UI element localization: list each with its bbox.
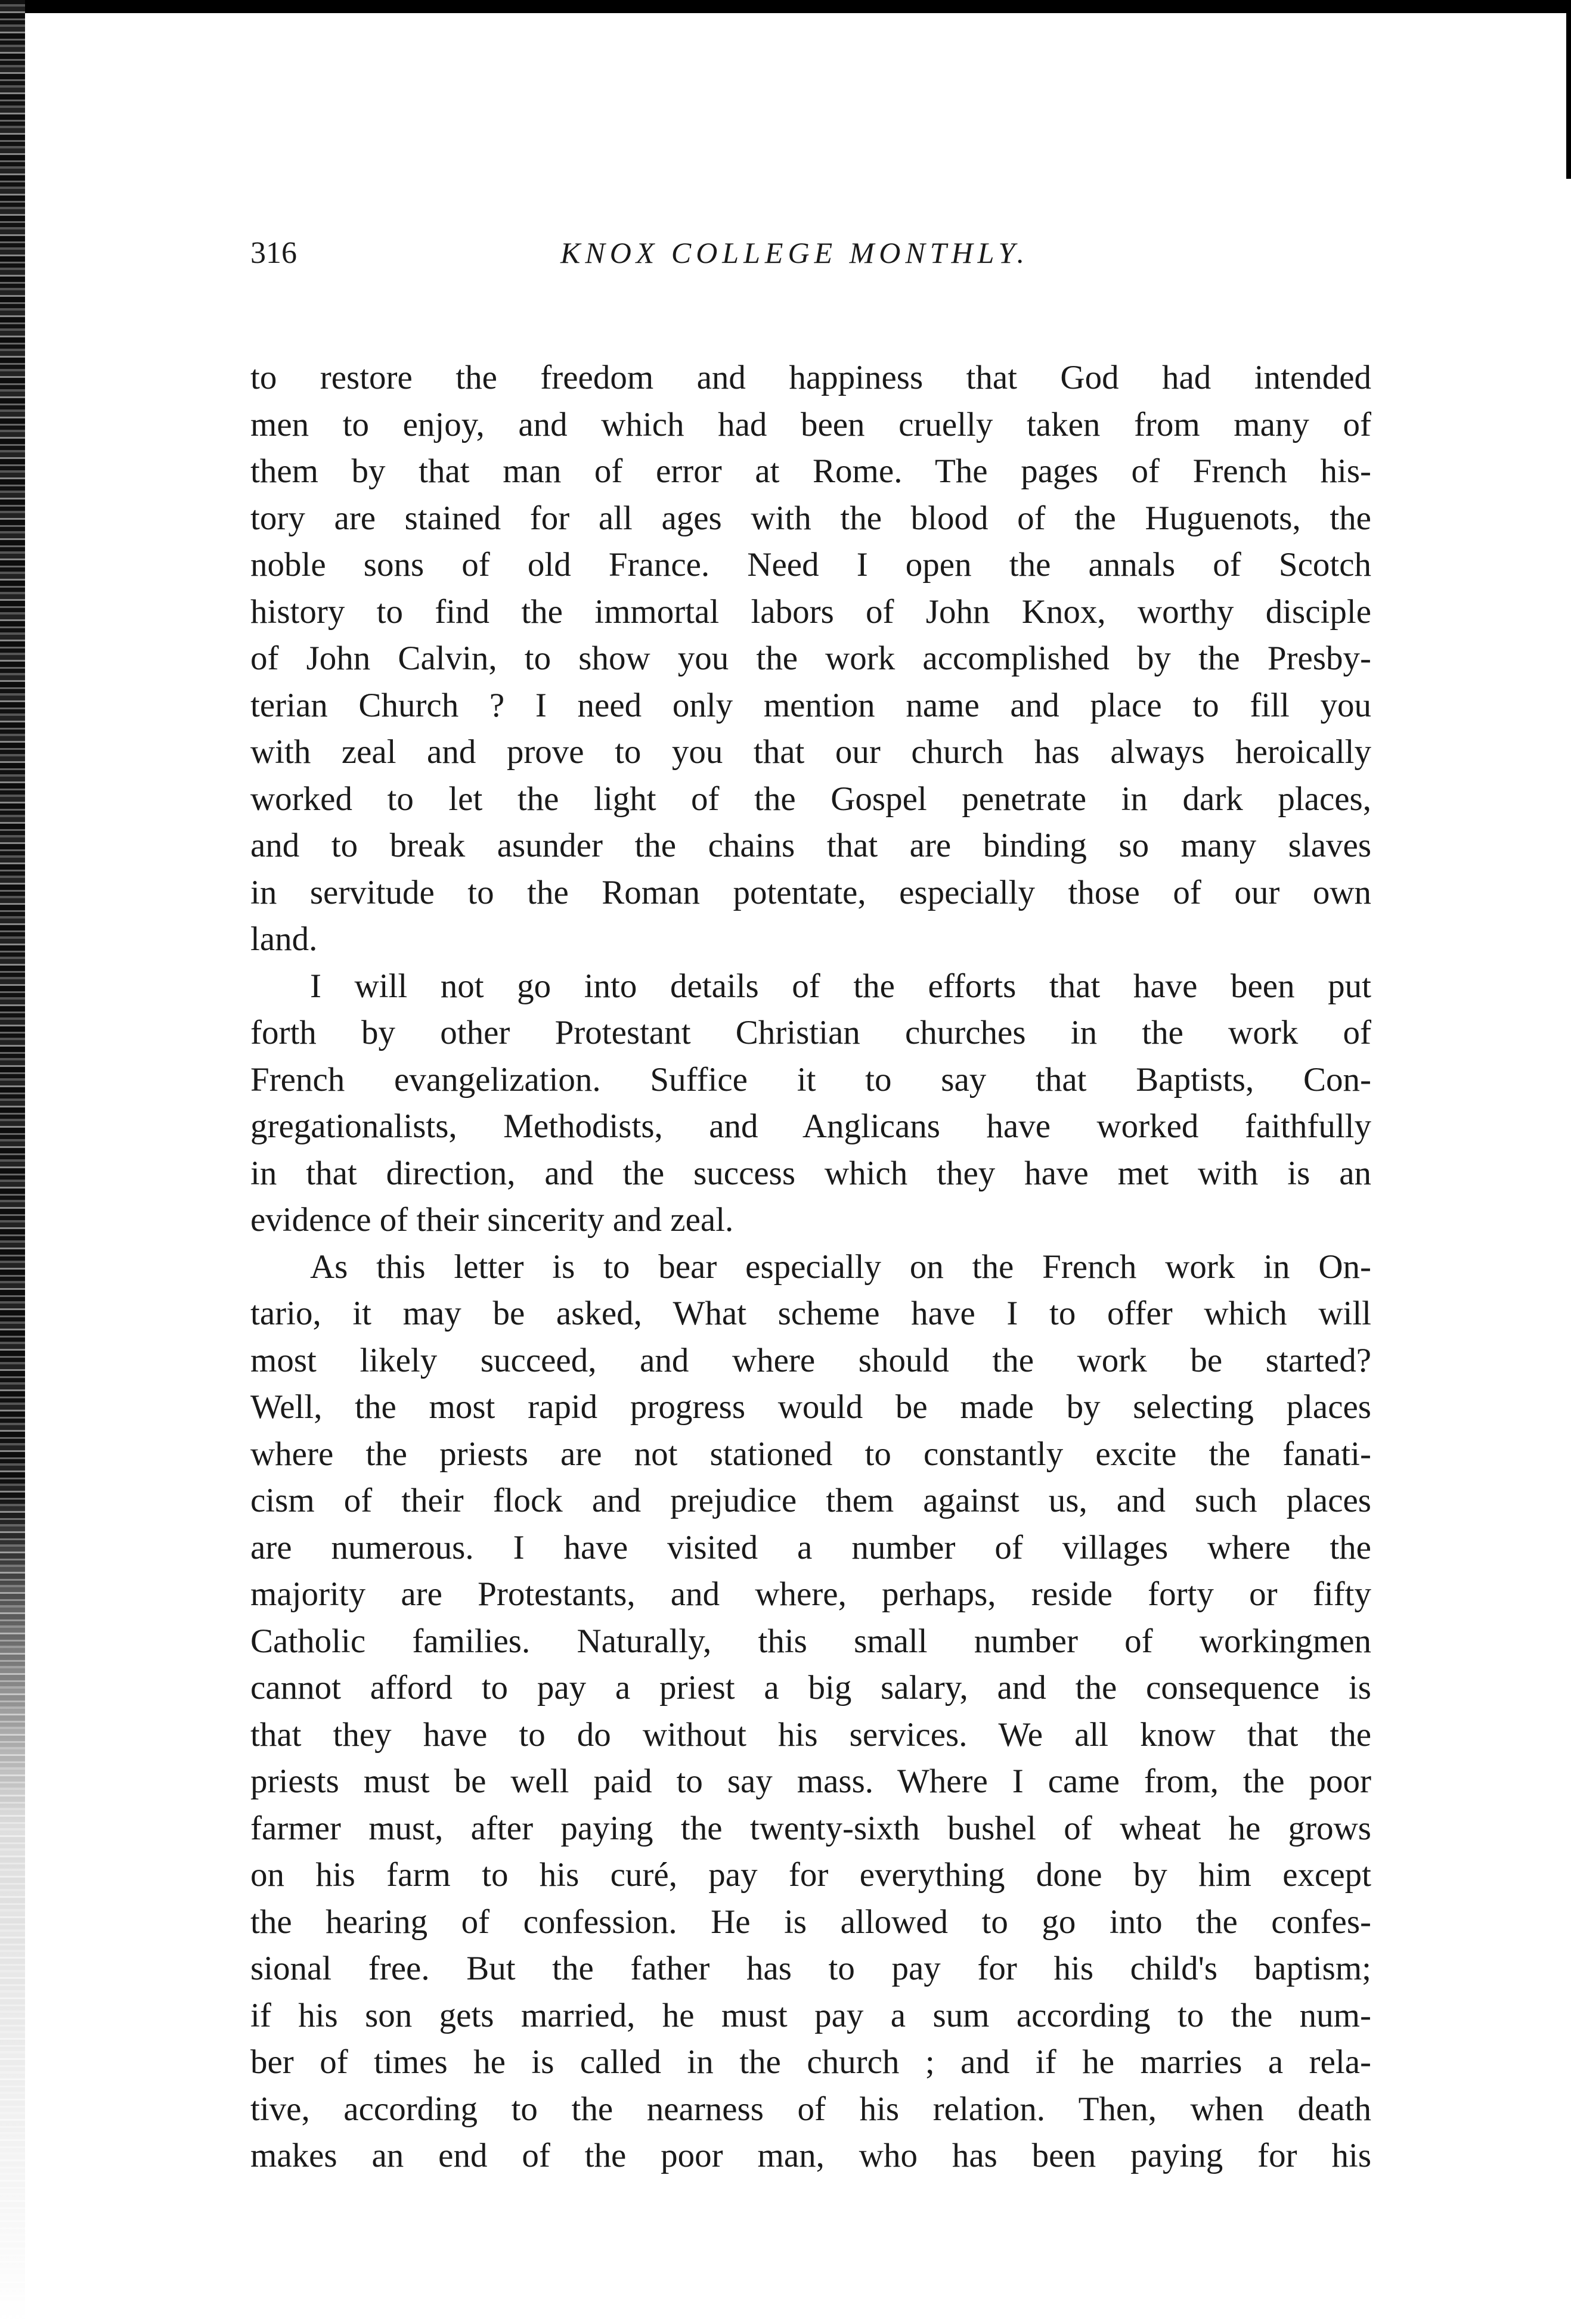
running-title: KNOX COLLEGE MONTHLY.	[560, 236, 1030, 269]
body-text	[250, 355, 1371, 2180]
text-line: most likely succeed, and where should the work be started?	[250, 1341, 1371, 1379]
page-number: 316	[250, 236, 297, 270]
text-line: men to enjoy, and which had been cruelly taken from many of	[250, 405, 1371, 443]
text-line: Catholic families. Naturally, this small number of workingmen	[250, 1622, 1371, 1660]
text-line: the hearing of confession. He is allowed to go into the confes-	[250, 1903, 1371, 1941]
text-line: history to find the immortal labors of John Knox, worthy disciple	[250, 592, 1371, 631]
text-line: As this letter is to bear especially on the French work in On-	[310, 1248, 1371, 1286]
text-line: sional free. But the father has to pay for his child's baptism;	[250, 1950, 1371, 1987]
running-header	[250, 235, 1371, 289]
text-line: French evangelization. Suffice it to say that Baptists, Con-	[250, 1060, 1371, 1099]
text-line: land.	[250, 920, 318, 958]
text-line: worked to let the light of the Gospel penetrate in dark places,	[250, 780, 1371, 818]
text-line: tario, it may be asked, What scheme have I to offer which will	[250, 1295, 1371, 1332]
text-line: them by that man of error at Rome. The pages of French his-	[250, 452, 1371, 490]
scan-border-right	[1566, 0, 1571, 179]
text-line: on his farm to his curé, pay for everything done by him except	[250, 1856, 1371, 1894]
text-line: gregationalists, Methodists, and Anglicans have worked faithfully	[250, 1107, 1371, 1145]
text-line: makes an end of the poor man, who has been paying for his	[250, 2137, 1371, 2174]
text-line: cism of their flock and prejudice them against us, and such places	[250, 1482, 1371, 1519]
text-line: priests must be well paid to say mass. Where I came from, the poor	[250, 1763, 1371, 1800]
text-line: and to break asunder the chains that are binding so many slaves	[250, 827, 1371, 864]
text-line: cannot afford to pay a priest a big salary, and the consequence is	[250, 1669, 1371, 1706]
text-line: tive, according to the nearness of his relation. Then, when death	[250, 2090, 1371, 2128]
text-line: terian Church ? I need only mention name and place to fill you	[250, 686, 1371, 724]
text-line: noble sons of old France. Need I open the annals of Scotch	[250, 546, 1371, 584]
book-page	[250, 235, 1371, 2180]
text-line: in that direction, and the success which they have met with is an	[250, 1154, 1371, 1192]
text-line: are numerous. I have visited a number of villages where the	[250, 1528, 1371, 1566]
text-line: in servitude to the Roman potentate, especially those of our own	[250, 873, 1371, 911]
text-line: majority are Protestants, and where, perhaps, reside forty or fifty	[250, 1575, 1371, 1613]
text-line: ber of times he is called in the church ; and if he marries a rela-	[250, 2043, 1371, 2081]
text-line: to restore the freedom and happiness that God had intended	[250, 359, 1371, 396]
text-line: that they have to do without his services. We all know that the	[250, 1715, 1371, 1754]
text-line: farmer must, after paying the twenty-sixth bushel of wheat he grows	[250, 1809, 1371, 1847]
text-line: of John Calvin, to show you the work accomplished by the Presby-	[250, 640, 1371, 677]
text-line: Well, the most rapid progress would be made by selecting places	[250, 1388, 1371, 1426]
scan-binding-fade	[0, 1490, 42, 2324]
text-line: I will not go into details of the efforts that have been put	[310, 967, 1371, 1005]
text-line: tory are stained for all ages with the blood of the Huguenots, the	[250, 499, 1371, 537]
text-line: with zeal and prove to you that our church has always heroically	[250, 733, 1371, 771]
text-line: forth by other Protestant Christian churches in the work of	[250, 1014, 1371, 1051]
text-line: evidence of their sincerity and zeal.	[250, 1201, 734, 1239]
text-line: where the priests are not stationed to constantly excite the fanati-	[250, 1435, 1371, 1473]
scan-border-top	[0, 0, 1571, 13]
text-line: if his son gets married, he must pay a sum according to the num-	[250, 1996, 1371, 2034]
